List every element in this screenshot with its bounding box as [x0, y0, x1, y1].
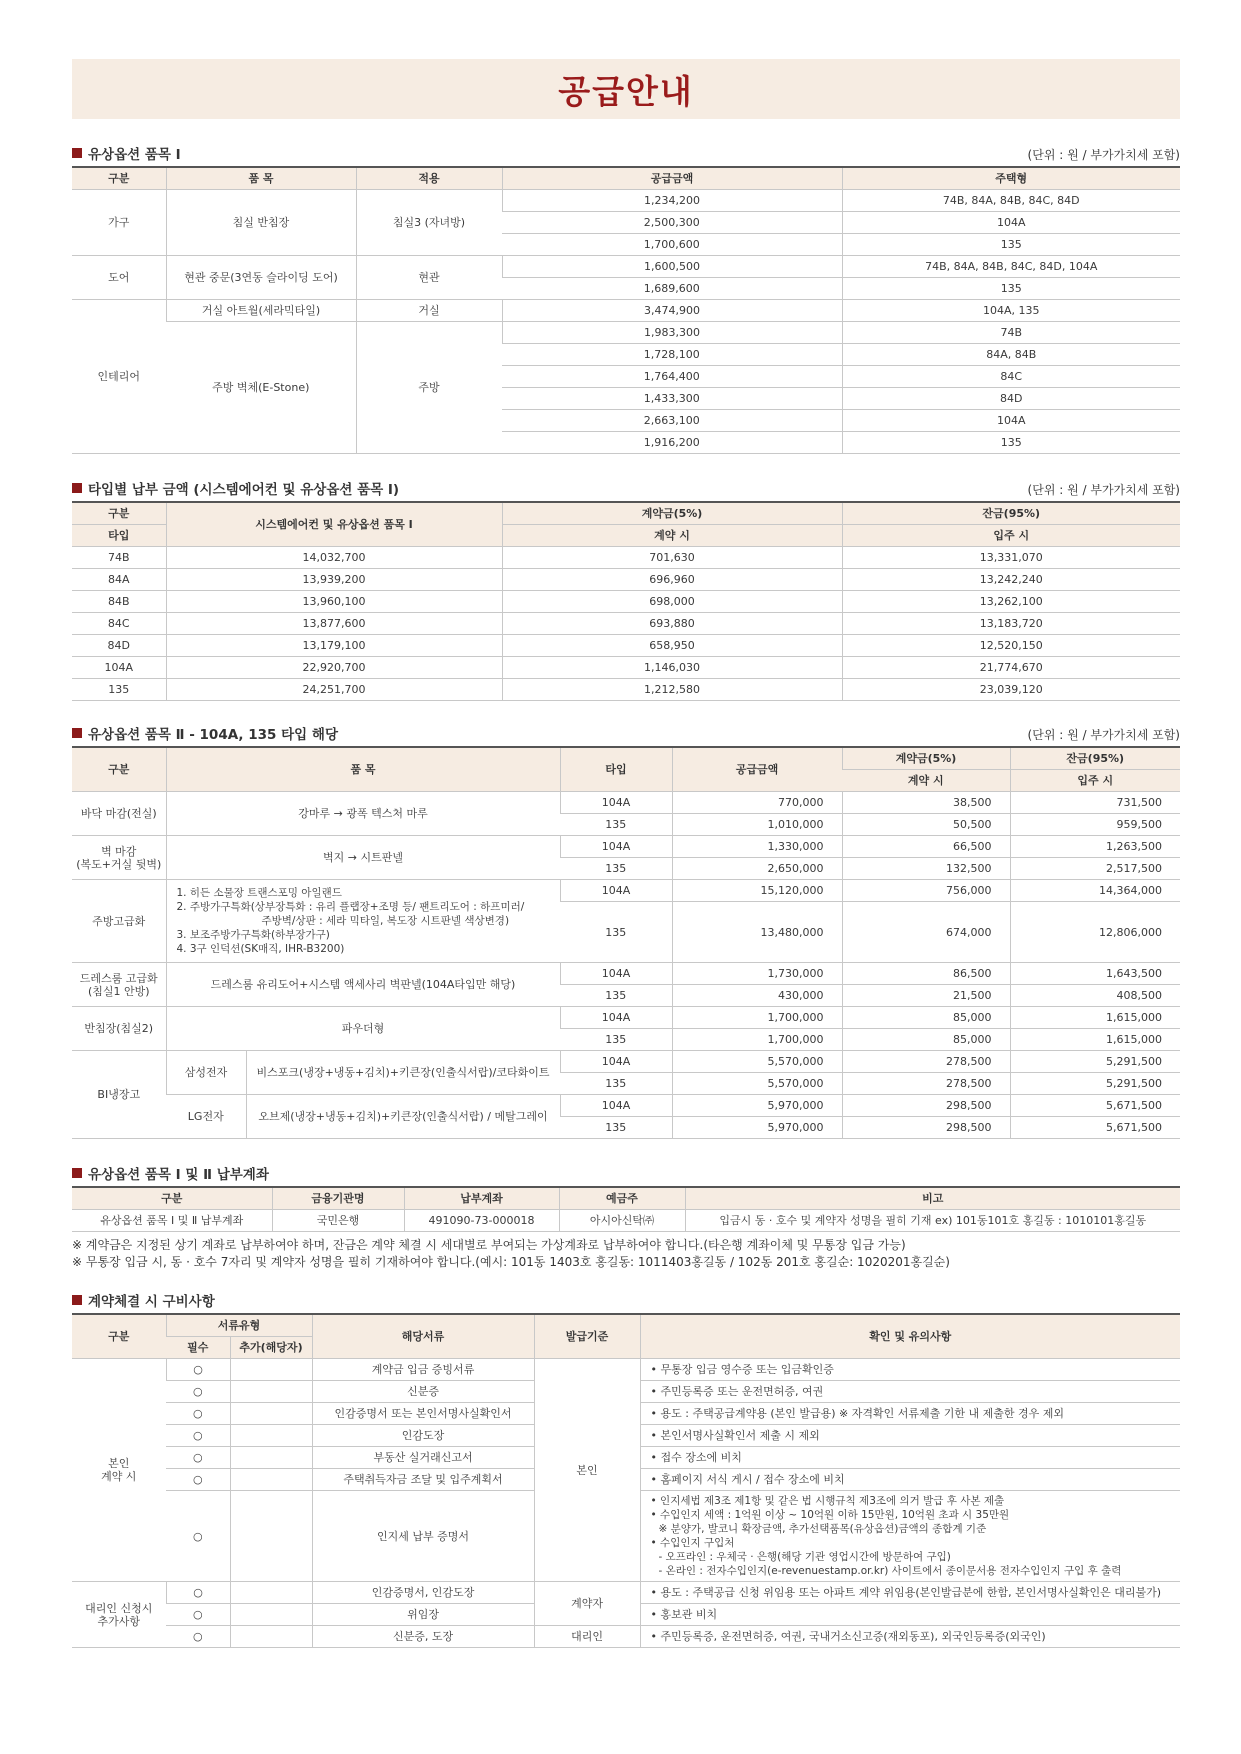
table-row: 1,689,600 135 [72, 278, 1180, 300]
table-row: 84B 13,960,100 698,000 13,262,100 [72, 591, 1180, 613]
section-title: 유상옵션 품목 Ⅱ - 104A, 135 타입 해당 [72, 723, 338, 743]
option-items-1-section [72, 143, 1180, 454]
table-row: ○ 인감도장 • 본인서명사실확인서 제출 시 제외 [72, 1425, 1180, 1447]
table-row: 1,916,200 135 [72, 432, 1180, 454]
col-header: 공급금액 [502, 167, 842, 190]
table-row: 135 24,251,700 1,212,580 23,039,120 [72, 679, 1180, 701]
col-header: 타입 [560, 747, 672, 792]
table-row: 바닥 마감(전실) 강마루 → 광폭 텍스처 마루 104A 770,000 38,500 731,500 [72, 792, 1180, 814]
table-row: 1,433,300 84D [72, 388, 1180, 410]
col-header: 주택형 [842, 167, 1180, 190]
table-row: 135 2,650,000 132,500 2,517,500 [72, 858, 1180, 880]
payment-account-section [72, 1163, 1180, 1271]
table-row: 135 1,700,000 85,000 1,615,000 [72, 1029, 1180, 1051]
col-header: 확인 및 유의사항 [640, 1314, 1180, 1359]
payment-by-type-table [72, 501, 1180, 701]
col-header: 입주 시 [842, 525, 1180, 547]
section-title: 유상옵션 품목 Ⅰ [72, 143, 181, 163]
square-bullet-icon [72, 148, 82, 158]
table-row: 가구 침실 반침장 침실3 (자녀방) 1,234,200 74B, 84A, 84B, 84C, 84D [72, 190, 1180, 212]
unit-label: (단위 : 원 / 부가가치세 포함) [1027, 148, 1180, 162]
col-header: 서류유형 [166, 1314, 312, 1337]
table-row: 드레스룸 고급화 (침실1 안방) 드레스룸 유리도어+시스템 액세사리 벽판넬(104A타입만 해당) 104A 1,730,000 86,500 1,643,500 [72, 963, 1180, 985]
table-row: 주방고급화 1. 히든 소물장 트랜스포밍 아일랜드 2. 주방가구특화(상부장특화 : 유리 플랩장+조명 등/ 팬트리도어 : 하프미러/ 주방벽/상판 : 세라 믹타일, 복도장 시트판넬 색상변경) 3. 보조주방가구특화(하부장가구) 4. 3구 인덕션(SK매직, IHR-B3200) 104A 15,120,000 756,000 14,364,000 [72, 880, 1180, 902]
page-title: 공급안내 [558, 71, 694, 111]
col-header: 해당서류 [312, 1314, 534, 1359]
section-title: 타입별 납부 금액 (시스템에어컨 및 유상옵션 품목 Ⅰ) [72, 478, 399, 498]
table-row: 주방 벽체(E-Stone) 주방 1,983,300 74B [72, 322, 1180, 344]
table-row: ○ 신분증 • 주민등록증 또는 운전면허증, 여권 [72, 1381, 1180, 1403]
col-header: 공급금액 [672, 747, 842, 792]
table-row: 2,663,100 104A [72, 410, 1180, 432]
title-banner [72, 59, 1180, 119]
col-header: 잔금(95%) [1010, 747, 1180, 770]
table-row: 2,500,300 104A [72, 212, 1180, 234]
table-row: 반침장(침실2) 파우더형 104A 1,700,000 85,000 1,615,000 [72, 1007, 1180, 1029]
option-items-1-table [72, 166, 1180, 454]
col-header: 납부계좌 [404, 1187, 559, 1210]
table-row: ○ 신분증, 도장 대리인 • 주민등록증, 운전면허증, 여권, 국내거소신고증(재외동포), 외국인등록증(외국인) [72, 1626, 1180, 1648]
col-header: 구분 [72, 502, 166, 525]
option-items-2-table [72, 746, 1180, 1139]
table-row: 벽 마감 (복도+거실 뒷벽) 벽지 → 시트판넬 104A 1,330,000 66,500 1,263,500 [72, 836, 1180, 858]
table-row: ○ 인감증명서 또는 본인서명사실확인서 • 용도 : 주택공급계약용 (본인 발급용) ※ 자격확인 서류제출 기한 내 제출한 경우 제외 [72, 1403, 1180, 1425]
table-row: 본인 계약 시 ○ 계약금 입금 증빙서류 본인 • 무통장 입금 영수증 또는 입금확인증 [72, 1359, 1180, 1381]
col-header: 계약 시 [502, 525, 842, 547]
col-header: 필수 [166, 1337, 230, 1359]
payment-by-type-section [72, 478, 1180, 701]
table-row: 1,764,400 84C [72, 366, 1180, 388]
account-notes: ※ 계약금은 지정된 상기 계좌로 납부하여야 하며, 잔금은 계약 체결 시 세대별로 부여되는 가상계좌로 납부하여야 합니다.(타은행 계좌이체 및 무통장 입금 가능) ※ 무통장 입금 시, 동 · 호수 7자리 및 계약자 성명을 필히 기재하여야 합니다.(예시: 101동 1403호 홍길동: 1011403홍길동 / 102동 201호 홍길순: 1020201홍길순) [72, 1238, 950, 1269]
col-header: 발급기준 [534, 1314, 640, 1359]
col-header: 입주 시 [1010, 770, 1180, 792]
col-header: 예금주 [559, 1187, 685, 1210]
col-header: 구분 [72, 1187, 272, 1210]
table-row: 74B 14,032,700 701,630 13,331,070 [72, 547, 1180, 569]
table-row: BI냉장고 삼성전자 비스포크(냉장+냉동+김치)+키큰장(인출식서랍)/코타화이트 104A 5,570,000 278,500 5,291,500 [72, 1051, 1180, 1073]
table-row: 대리인 신청시 추가사항 ○ 인감증명서, 인감도장 계약자 • 용도 : 주택공급 신청 위임용 또는 아파트 계약 위임용(본인발급분에 한함, 본인서명사실확인은 대리불가) [72, 1582, 1180, 1604]
col-header: 구분 [72, 747, 166, 792]
table-row: 135 1,010,000 50,500 959,500 [72, 814, 1180, 836]
table-row: 84C 13,877,600 693,880 13,183,720 [72, 613, 1180, 635]
unit-label: (단위 : 원 / 부가가치세 포함) [1027, 483, 1180, 497]
table-row: 104A 22,920,700 1,146,030 21,774,670 [72, 657, 1180, 679]
table-row: 84A 13,939,200 696,960 13,242,240 [72, 569, 1180, 591]
contract-requirements-table [72, 1313, 1180, 1648]
table-row: 1,700,600 135 [72, 234, 1180, 256]
contract-requirements-section [72, 1290, 1180, 1648]
table-row: 135 5,970,000 298,500 5,671,500 [72, 1117, 1180, 1139]
option-items-2-section [72, 723, 1180, 1139]
col-header: 구분 [72, 167, 166, 190]
col-header: 비고 [685, 1187, 1180, 1210]
table-row: ○ 인지세 납부 증명서 • 인지세법 제3조 제1항 및 같은 법 시행규칙 제3조에 의거 발급 후 사본 제출 • 수입인지 세액 : 1억원 이상 ~ 10억원 이하 15만원, 10억원 초과 시 35만원 ※ 분양가, 발코니 확장금액, 추가선택품목(유상옵션)금액의 종합계 기준 • 수입인지 구입처 - 오프라인 : 우체국 · 은행(해당 기관 영업시간에 방문하여 구입) - 온라인 : 전자수입인지(e-revenuestamp.or.kr) 사이트에서 종이문서용 전자수입인지 구입 후 출력 [72, 1491, 1180, 1582]
table-row: 135 5,570,000 278,500 5,291,500 [72, 1073, 1180, 1095]
section-title: 계약체결 시 구비사항 [72, 1290, 215, 1310]
col-header: 금융기관명 [272, 1187, 404, 1210]
col-header: 추가(해당자) [230, 1337, 312, 1359]
square-bullet-icon [72, 728, 82, 738]
col-header: 계약 시 [842, 770, 1010, 792]
square-bullet-icon [72, 483, 82, 493]
table-row: 135 430,000 21,500 408,500 [72, 985, 1180, 1007]
col-header: 타입 [72, 525, 166, 547]
col-header: 품 목 [166, 167, 356, 190]
col-header: 계약금(5%) [842, 747, 1010, 770]
table-row: 1,728,100 84A, 84B [72, 344, 1180, 366]
table-row: 135 13,480,000 674,000 12,806,000 [72, 902, 1180, 963]
col-header: 시스템에어컨 및 유상옵션 품목 Ⅰ [166, 502, 502, 547]
unit-label: (단위 : 원 / 부가가치세 포함) [1027, 728, 1180, 742]
col-header: 계약금(5%) [502, 502, 842, 525]
col-header: 적용 [356, 167, 502, 190]
table-row: 도어 현관 중문(3연동 슬라이딩 도어) 현관 1,600,500 74B, 84A, 84B, 84C, 84D, 104A [72, 256, 1180, 278]
section-title: 유상옵션 품목 Ⅰ 및 Ⅱ 납부계좌 [72, 1163, 269, 1183]
table-row: LG전자 오브제(냉장+냉동+김치)+키큰장(인출식서랍) / 메탈그레이 104A 5,970,000 298,500 5,671,500 [72, 1095, 1180, 1117]
table-row: 84D 13,179,100 658,950 12,520,150 [72, 635, 1180, 657]
table-row: ○ 부동산 실거래신고서 • 접수 장소에 비치 [72, 1447, 1180, 1469]
col-header: 구분 [72, 1314, 166, 1359]
table-row: ○ 주택취득자금 조달 및 입주계획서 • 홈페이지 서식 게시 / 접수 장소에 비치 [72, 1469, 1180, 1491]
col-header: 품 목 [166, 747, 560, 792]
table-row: 유상옵션 품목 Ⅰ 및 Ⅱ 납부계좌 국민은행 491090-73-000018 아시아신탁㈜ 입금시 동 · 호수 및 계약자 성명을 필히 기재 ex) 101동101호 홍길동 : 1010101홍길동 [72, 1210, 1180, 1232]
col-header: 잔금(95%) [842, 502, 1180, 525]
table-row: ○ 위임장 • 홍보관 비치 [72, 1604, 1180, 1626]
payment-account-table [72, 1186, 1180, 1232]
square-bullet-icon [72, 1295, 82, 1305]
table-row: 인테리어 거실 아트월(세라믹타일) 거실 3,474,900 104A, 135 [72, 300, 1180, 322]
square-bullet-icon [72, 1168, 82, 1178]
